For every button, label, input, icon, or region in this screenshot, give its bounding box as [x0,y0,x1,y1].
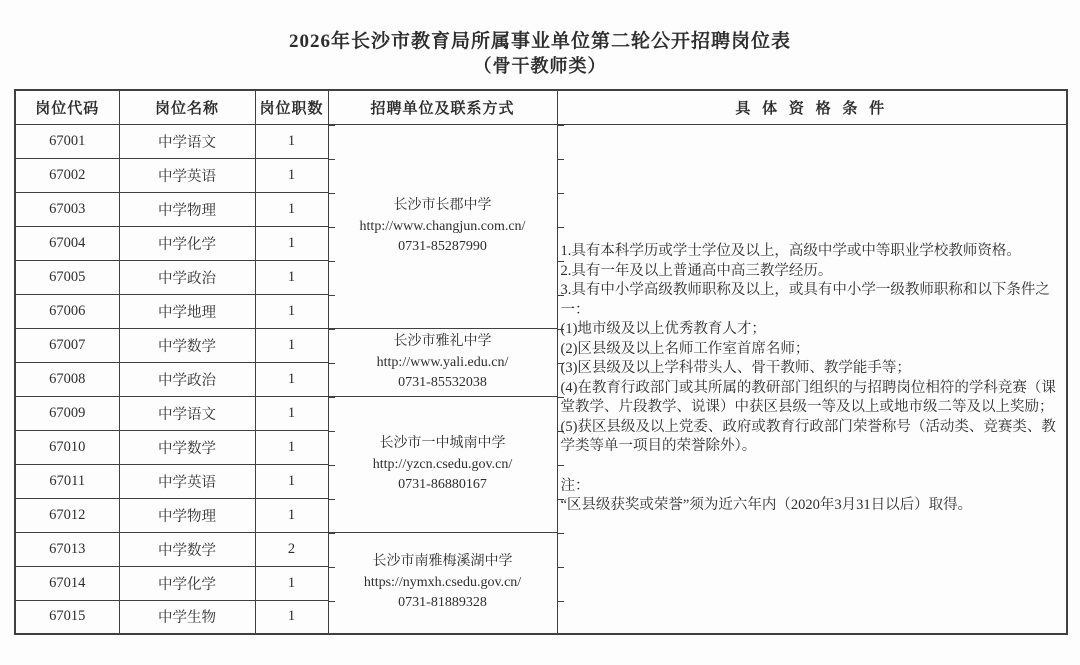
position-count: 1 [255,328,328,362]
school-name: 长沙市南雅梅溪湖中学 [372,554,513,570]
table-header-row [15,90,1067,124]
position-count: 1 [255,430,328,464]
school-phone: 0731-85287990 [398,238,487,254]
position-name: 中学数学 [119,532,255,566]
position-count: 1 [255,294,328,328]
position-name: 中学英语 [119,158,255,192]
position-code: 67003 [15,192,119,226]
position-count: 1 [255,260,328,294]
qualification-item: 1.具有本科学历或学士学位及以上，高级中学或中等职业学校教师资格。 [560,243,1021,259]
position-name: 中学物理 [119,192,255,226]
position-count: 1 [255,396,328,430]
position-code: 67004 [15,226,119,260]
qualification-item: (5)获区县级及以上党委、政府或教育行政部门荣誉称号（活动类、竞赛类、教学类等单一项目的荣誉除外）。 [560,418,1056,454]
position-code: 67011 [15,464,119,498]
job-position-table [14,89,1068,635]
position-code: 67014 [15,566,119,600]
header-recruiting-unit: 招聘单位及联系方式 [328,90,557,124]
school-website: http://www.yali.edu.cn/ [376,354,509,370]
header-position-count: 岗位职数 [255,90,328,124]
job-row [15,124,1067,158]
school-website: http://www.changjun.com.cn/ [359,218,526,234]
position-name: 中学语文 [119,396,255,430]
position-count: 1 [255,192,328,226]
header-position-code: 岗位代码 [15,90,119,124]
qualification-item: (3)区县级及以上学科带头人、骨干教师、教学能手等； [560,360,911,376]
position-name: 中学物理 [119,498,255,532]
position-count: 1 [255,226,328,260]
position-code: 67007 [15,328,119,362]
position-code: 67001 [15,124,119,158]
position-name: 中学英语 [119,464,255,498]
qualifications-cell [557,124,1067,634]
position-name: 中学语文 [119,124,255,158]
title-block [0,0,1080,78]
position-count: 2 [255,532,328,566]
position-name: 中学化学 [119,566,255,600]
document-title: 2026年长沙市教育局所属事业单位第二轮公开招聘岗位表 [288,31,791,52]
qualification-note-label: 注： [560,477,590,494]
qualification-item: (1)地市级及以上优秀教育人才； [560,321,766,337]
position-code: 67015 [15,600,119,634]
qualification-note: “区县级获奖或荣誉”须为近六年内（2020年3月31日以后）取得。 [560,497,973,513]
position-count: 1 [255,464,328,498]
qualification-item: (4)在教育行政部门或其所属的教研部门组织的与招聘岗位相符的学科竞赛（课堂教学、片段教学、说课）中获区县级一等及以上或地市级二等及以上奖励； [560,379,1056,415]
qualification-item: 3.具有中小学高级教师职称及以上，或具有中小学一级教师职称和以下条件之一： [560,282,1050,318]
school-phone: 0731-85532038 [398,374,487,390]
unit-cell-yizhong-chengnan [328,396,557,532]
position-name: 中学政治 [119,260,255,294]
position-count: 1 [255,498,328,532]
position-code: 67008 [15,362,119,396]
unit-cell-changjun [328,124,557,328]
school-phone: 0731-81889328 [398,595,487,611]
position-count: 1 [255,600,328,634]
school-name: 长沙市长郡中学 [393,197,492,213]
position-code: 67010 [15,430,119,464]
position-name: 中学政治 [119,362,255,396]
school-name: 长沙市一中城南中学 [379,435,506,451]
school-name: 长沙市雅礼中学 [393,333,492,349]
document-subtitle: （骨干教师类） [473,56,607,76]
position-count: 1 [255,362,328,396]
position-count: 1 [255,566,328,600]
qualification-item: 2.具有一年及以上普通高中高三教学经历。 [560,262,833,279]
header-qualifications: 具 体 资 格 条 件 [557,90,1067,124]
school-website: https://nymxh.csedu.gov.cn/ [363,575,522,591]
position-code: 67012 [15,498,119,532]
position-name: 中学地理 [119,294,255,328]
qualification-item: (2)区县级及以上名师工作室首席名师； [560,340,810,357]
position-code: 67006 [15,294,119,328]
position-code: 67009 [15,396,119,430]
school-website: http://yzcn.csedu.gov.cn/ [372,456,513,472]
position-count: 1 [255,158,328,192]
school-phone: 0731-86880167 [398,476,487,492]
position-name: 中学数学 [119,430,255,464]
position-name: 中学生物 [119,600,255,634]
position-code: 67002 [15,158,119,192]
position-count: 1 [255,124,328,158]
unit-cell-nanya-meixihu [328,532,557,634]
unit-cell-yali [328,328,557,396]
position-code: 67013 [15,532,119,566]
position-code: 67005 [15,260,119,294]
header-position-name: 岗位名称 [119,90,255,124]
position-name: 中学化学 [119,226,255,260]
position-name: 中学数学 [119,328,255,362]
